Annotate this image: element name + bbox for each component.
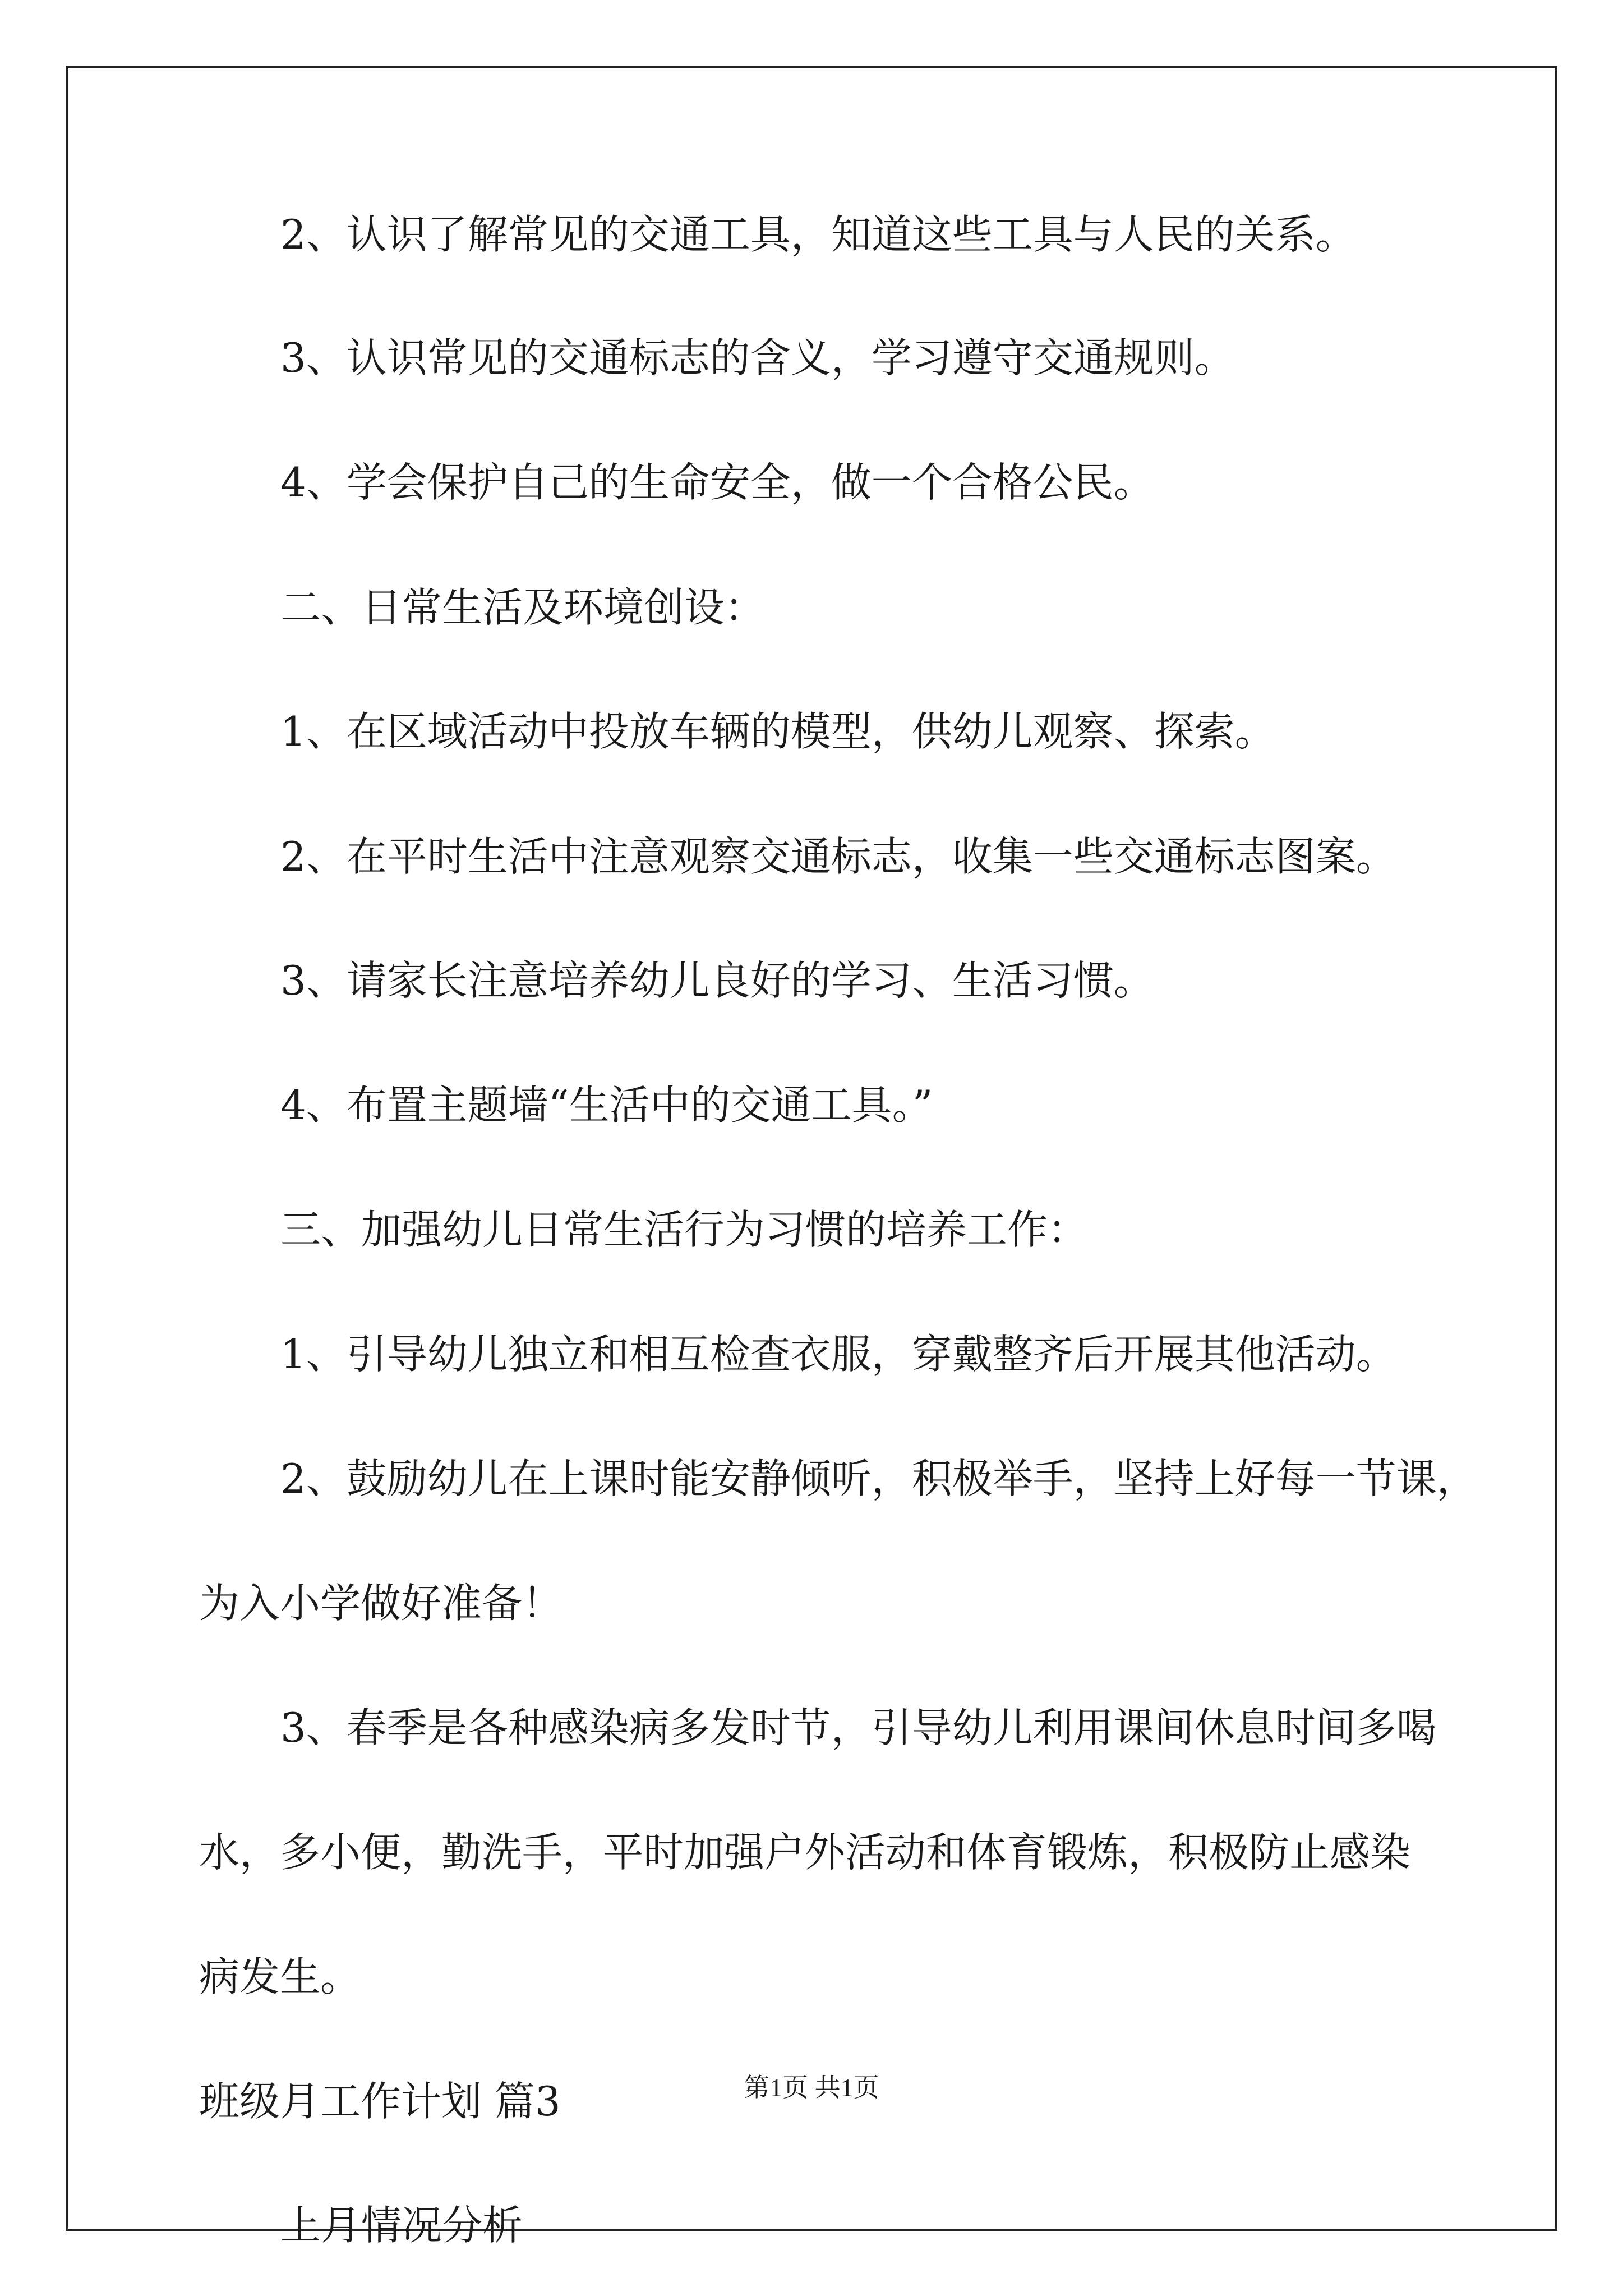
- paragraph-line: 2、鼓励幼儿在上课时能安静倾听，积极举手，坚持上好每一节课，: [280, 1455, 1477, 1502]
- document-title: 班级月工作计划 篇3: [199, 2078, 561, 2125]
- paragraph-line: 4、学会保护自己的生命安全，做一个合格公民。: [280, 459, 1154, 506]
- paragraph-line: 4、布置主题墙“生活中的交通工具。”: [280, 1082, 933, 1129]
- paragraph-line: 1、引导幼儿独立和相互检查衣服，穿戴整齐后开展其他活动。: [280, 1331, 1396, 1378]
- paragraph-line: 水，多小便，勤洗手，平时加强户外活动和体育锻炼，积极防止感染: [199, 1829, 1411, 1876]
- paragraph-line: 1、在区域活动中投放车辆的模型，供幼儿观察、探索。: [280, 708, 1275, 755]
- section-heading: 二、日常生活及环境创设：: [280, 584, 766, 631]
- paragraph-line: 3、认识常见的交通标志的含义，学习遵守交通规则。: [280, 334, 1235, 381]
- paragraph-line: 病发生。: [199, 1953, 361, 2000]
- paragraph-line: 3、请家长注意培养幼儿良好的学习、生活习惯。: [280, 957, 1154, 1004]
- page-footer: 第1页 共1页: [744, 2073, 879, 2102]
- paragraph-line: 为入小学做好准备！: [199, 1580, 563, 1627]
- section-heading: 上月情况分析: [280, 2202, 523, 2249]
- section-heading: 三、加强幼儿日常生活行为习惯的培养工作：: [280, 1206, 1089, 1253]
- paragraph-line: 2、在平时生活中注意观察交通标志，收集一些交通标志图案。: [280, 833, 1396, 880]
- page-border: [66, 66, 1557, 2231]
- paragraph-line: 3、春季是各种感染病多发时节，引导幼儿利用课间休息时间多喝: [280, 1704, 1437, 1751]
- paragraph-line: 2、认识了解常见的交通工具，知道这些工具与人民的关系。: [280, 211, 1356, 258]
